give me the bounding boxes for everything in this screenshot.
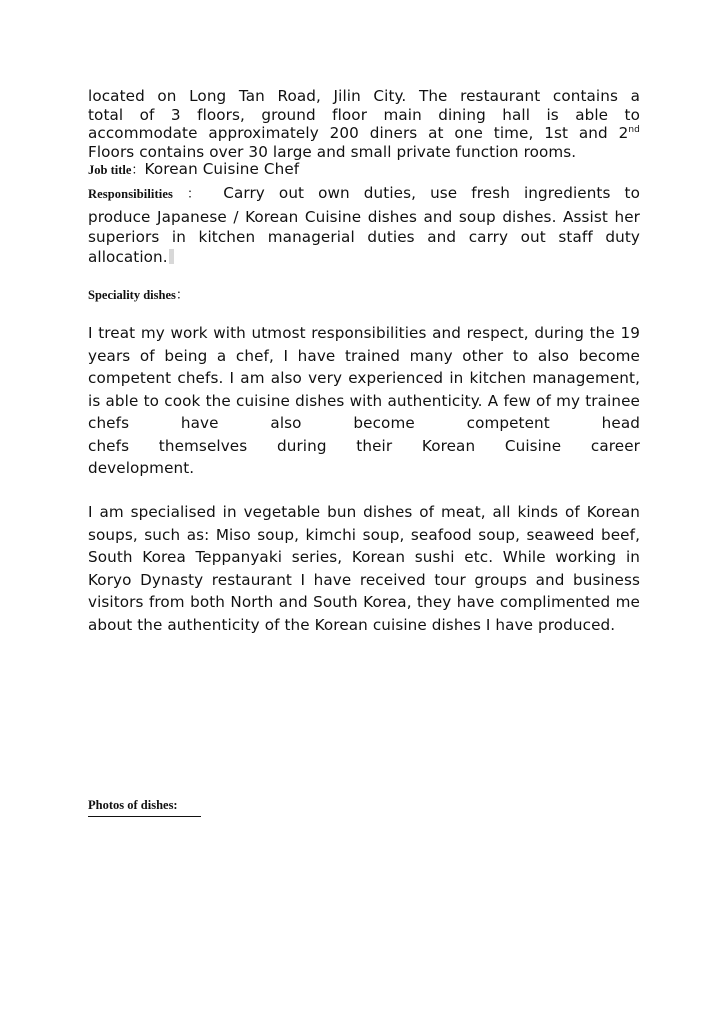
paragraph-experience-body: I treat my work with utmost responsibilities and respect, during the 19 years of being a chef, I have trained many other to also become competent chefs. I am also very experienced in kitchen management, is able to cook the cuisine dishes with authenticity. A few of my trainee chefs have also become competent head	[88, 324, 640, 432]
intro-line-2: total of 3 floors, ground floor main dining hall is able to	[88, 105, 640, 124]
responsibilities-block	[88, 181, 640, 267]
responsibilities-separator: ：	[187, 187, 210, 202]
speciality-label: Speciality dishes	[88, 288, 176, 302]
paragraph-experience	[88, 322, 640, 480]
job-title-label: Job title	[88, 163, 132, 177]
responsibilities-body: produce Japanese / Korean Cuisine dishes and soup dishes. Assist her superiors in kitchen managerial duties and carry out staff duty allocation.	[88, 208, 640, 266]
paragraph-specialities-body: I am specialised in vegetable bun dishes of meat, all kinds of Korean soups, such as: Miso soup, kimchi soup, seafood soup, seaweed beef, South Korea Teppanyaki series, Korean sushi etc. While working in Koryo Dynasty restaurant I have received tour groups and business visitors from both North and South Korea, they have complimented me about the authenticity of the Korean cuisine dishes I have produced.	[88, 503, 640, 634]
intro-line-3-text: accommodate approximately 200 diners at one time, 1st and 2	[88, 124, 629, 142]
intro-line-4: Floors contains over 30 large and small private function rooms.	[88, 142, 577, 161]
speciality-row	[88, 284, 640, 304]
responsibilities-text	[88, 207, 640, 267]
job-title-separator: ：	[131, 163, 145, 178]
intro-line-1: located on Long Tan Road, Jilin City. The restaurant contains a	[88, 87, 640, 105]
superscript-nd: nd	[628, 125, 640, 135]
speciality-separator: ：	[175, 288, 189, 303]
job-title-value: Korean Cuisine Chef	[144, 160, 300, 178]
text-cursor-marker	[169, 249, 174, 264]
responsibilities-first-line: Carry out own duties, use fresh ingredients to	[223, 184, 640, 202]
intro-paragraph	[88, 87, 640, 161]
paragraph-experience-line-7: development.	[88, 459, 195, 477]
paragraph-experience-line-6: chefs themselves during their Korean Cuisine career	[88, 436, 640, 455]
intro-line-3	[88, 124, 640, 143]
paragraph-specialities	[88, 501, 640, 636]
photos-of-dishes-heading	[88, 796, 201, 817]
responsibilities-line-1	[88, 181, 640, 207]
photos-of-dishes-label: Photos of dishes:	[88, 798, 178, 812]
job-title-row	[88, 160, 640, 181]
responsibilities-label: Responsibilities	[88, 187, 173, 201]
